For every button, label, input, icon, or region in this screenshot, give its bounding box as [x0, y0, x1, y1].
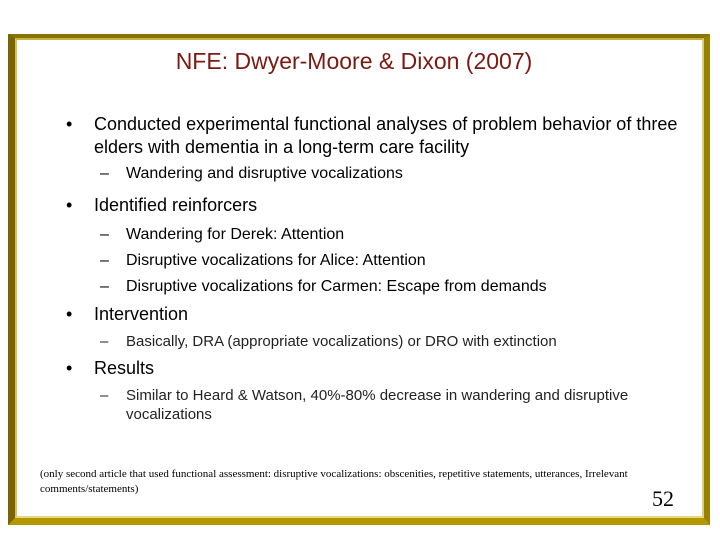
sub-bullet-text: Disruptive vocalizations for Alice: Attention — [126, 252, 426, 269]
dash-icon: – — [100, 278, 109, 295]
sub-bullet-text: Wandering for Derek: Attention — [126, 226, 345, 243]
bullet-text: Conducted experimental functional analyses of problem behavior of three elders with dementia in a long-term care facility — [94, 114, 678, 157]
sub-bullet-item — [66, 277, 686, 297]
bullet-text: Intervention — [94, 304, 189, 324]
sub-bullet-text: Basically, DRA (appropriate vocalizations) or DRO with extinction — [126, 333, 557, 350]
sub-bullet-text: Disruptive vocalizations for Carmen: Escape from demands — [126, 278, 547, 295]
dash-icon: – — [100, 387, 109, 404]
bullet-item — [66, 113, 704, 159]
bullet-text: Identified reinforcers — [94, 195, 258, 215]
bullet-icon: • — [66, 114, 73, 134]
slide-body — [66, 113, 686, 424]
bullet-text: Results — [94, 358, 155, 378]
sub-bullet-item — [66, 251, 686, 271]
bullet-item — [66, 194, 686, 217]
bullet-icon: • — [66, 304, 73, 324]
sub-bullet-item — [66, 164, 686, 184]
sub-bullet-text: Similar to Heard & Watson, 40%-80% decrease in wandering and disruptive vocalizations — [126, 387, 629, 423]
footnote: (only second article that used functional assessment: disruptive vocalizations: obscenities, repetitive statements, utterances, Irrelevant comments/statements) — [40, 468, 628, 495]
sub-bullet-item — [66, 332, 686, 351]
dash-icon: – — [100, 165, 109, 182]
dash-icon: – — [100, 226, 109, 243]
slide-title: NFE: Dwyer-Moore & Dixon (2007) — [175, 48, 533, 74]
bullet-item — [66, 303, 686, 326]
sub-bullet-text: Wandering and disruptive vocalizations — [126, 165, 403, 182]
bullet-icon: • — [66, 195, 73, 215]
sub-bullet-item — [66, 386, 686, 424]
dash-icon: – — [100, 333, 109, 350]
sub-bullet-item — [66, 225, 686, 245]
dash-icon: – — [100, 252, 109, 269]
bullet-icon: • — [66, 358, 73, 378]
page-number: 52 — [652, 486, 674, 511]
bullet-item — [66, 357, 686, 380]
